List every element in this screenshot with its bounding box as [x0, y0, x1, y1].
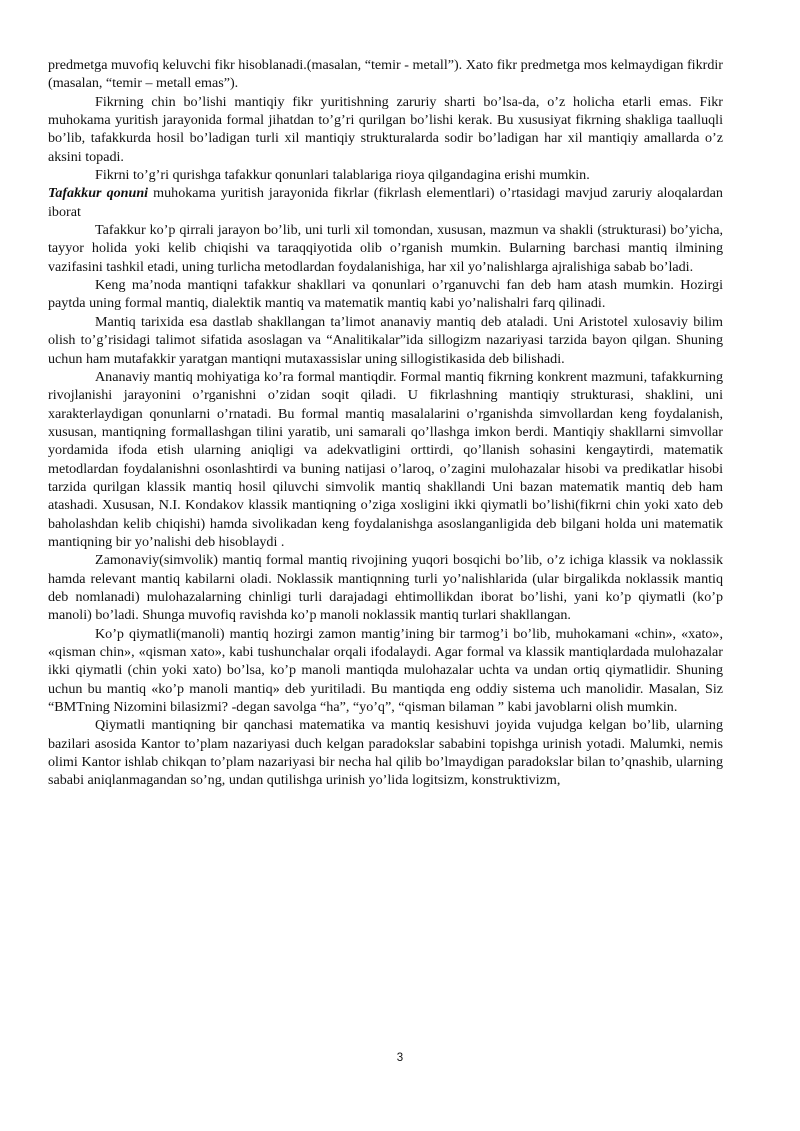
- document-body: [48, 56, 723, 790]
- paragraph-4: [48, 184, 723, 221]
- paragraph-5: Tafakkur ko’p qirrali jarayon bo’lib, uni turli xil tomondan, xususan, mazmun va shakli (strukturasi) bo’yicha, tayyor holida yoki kelib chiqishi va taraqqiyotida olib o’rganish mumkin. Bularning barchasi mantiq ilmining vazifasini tashkil etadi, uning turlicha metodlardan foydalanishiga, har xil yo’nalishlarga ajralishiga sabab bo’ladi.: [48, 222, 723, 275]
- paragraph-11: Qiymatli mantiqning bir qanchasi matematika va mantiq kesishuvi joyida vujudga kelgan bo’lib, ularning bazilari asosida Kantor to’plam nazariyasi duch kelgan paradokslar sababini topishga urinish yotadi. Malumki, nemis olimi Kantor ishlab chikqan to’plam nazariyasi bir necha hal qilib bo’lmaydigan paradokslar bilan to’qnashib, ularning sababi aniqlanmagandan so’ng, undan qutilishga urinish yo’lida logitsizm, konstruktivizm,: [48, 717, 723, 789]
- paragraph-2: Fikrning chin bo’lishi mantiqiy fikr yuritishning zaruriy sharti bo’lsa-da, o’z holicha etarli emas. Fikr muhokama yuritish jarayonida formal jihatdan to’g’ri qurilgan bo’lishi kerak. Bu xususiyat fikrning shakliga taalluqli bo’lib, tafakkurda hosil bo’ladigan turli xil mantiqiy strukturalarda sodir bo’ladigan har xil mantiqiy amallarda o’z aksini topadi.: [48, 93, 723, 165]
- paragraph-4-text: muhokama yuritish jarayonida fikrlar (fikrlash elementlari) o’rtasidagi mavjud zaruriy aloqalardan iborat: [48, 185, 723, 220]
- paragraph-9: Zamonaviy(simvolik) mantiq formal mantiq rivojining yuqori bosqichi bo’lib, o’z ichiga klassik va noklassik hamda relevant mantiq kabilarni oladi. Noklassik mantiqnning turli yo’nalishlarida (ular birgalikda noklassik mantiq deb nomlanadi) mulohazalarning chinligi turli darajadagi ehtimollikdan iborat bo’lishi, yani ko’p qiymatli (ko’p manoli) bo’ladi. Shunga muvofiq ravishda ko’p manoli noklassik mantiq turlari shakllangan.: [48, 552, 723, 624]
- paragraph-6: Keng ma’noda mantiqni tafakkur shakllari va qonunlari o’rganuvchi fan deb ham atash mumkin. Hozirgi paytda uning formal mantiq, dialektik mantiq va matematik mantiq kabi yo’nalishalri farq qilinadi.: [48, 277, 723, 312]
- paragraph-1: predmetga muvofiq keluvchi fikr hisoblanadi.(masalan, “temir - metall”). Xato fikr predmetga mos kelmaydigan fikrdir (masalan, “temir – metall emas”).: [48, 57, 723, 92]
- page-number: 3: [396, 1052, 404, 1064]
- paragraph-7: Mantiq tarixida esa dastlab shakllangan ta’limot ananaviy mantiq deb ataladi. Uni Aristotel xulosaviy bilim olish to’g’risidagi talimot sifatida asoslagan va “Analitikalar”ida sillogizm nazariyasi tarzida bayon qilgan. Shuning uchun ham mutafakkir yaratgan mantiqni mutaxassislar uning sillogistikasida deb bilishadi.: [48, 313, 723, 367]
- paragraph-8: Ananaviy mantiq mohiyatiga ko’ra formal mantiqdir. Formal mantiq fikrning konkrent mazmuni, tafakkurning rivojlanishi jarayonini o’rganishni o’zidan soqit qiladi. U fikrlashning mantiqiy strukturasi, shaklini, uni xarakterlaydigan qonunlarni o’rnatadi. Bu formal mantiq masalalarini o’rganishda simvollardan keng foydalanish, xususan, mantiqning formallashgan tilini yaratib, uni samarali qo’llashga imkon berdi. Mantiqiy shakllarni simvollar yordamida ifoda etish ularning aniqligi va adekvatligini orttirdi, qo’llanish sohasini kengaytirdi, matematik metodlardan foydalanishni osonlashtirdi va buning natijasi o’laroq, o’zagini mulohazalar hisobi va predikatlar hisobi tarzida qurilgan klassik mantiq hosil qiluvchi simvolik mantiq shakllandi Uni bazan matematik mantiq deb ham atashadi. Xususan, N.I. Kondakov klassik mantiqning o’ziga xosligini ikki qiymatli bo’lishi(fikrni chin yoki xato deb baholashdan kelib chiqishi) hamda sivolikadan keng foydalanishga asoslanganligida deb bilgani holda uni matematik mantiqning bir yo’nalishi deb hisoblaydi .: [48, 368, 723, 550]
- term-thinking-law: Tafakkur qonuni: [48, 185, 149, 202]
- paragraph-3: Fikrni to’g’ri qurishga tafakkur qonunlari talablariga rioya qilgandagina erishi mumkin.: [95, 167, 590, 184]
- paragraph-10: Ko’p qiymatli(manoli) mantiq hozirgi zamon mantig’ining bir tarmog’i bo’lib, muhokamani «chin», «xato», «qisman chin», «qisman xato», kabi tushunchalar orqali ifodalaydi. Agar formal va klassik mantiqlardada mulohazalar ikki qiymatli (chin yoki xato) bo’lsa, ko’p manoli mantiqda mulohazalar uchta va undan ortiq qiymatlidir. Shuning uchun bu mantiq «ko’p manoli mantiq» deb yuritiladi. Bu mantiqda eng oddiy sistema uch manolidir. Masalan, Siz “BMTning Nizomini bilasizmi? -degan savolga “ha”, “yo’q”, “qisman bilaman ” kabi javoblarni olish mumkin.: [48, 625, 723, 716]
